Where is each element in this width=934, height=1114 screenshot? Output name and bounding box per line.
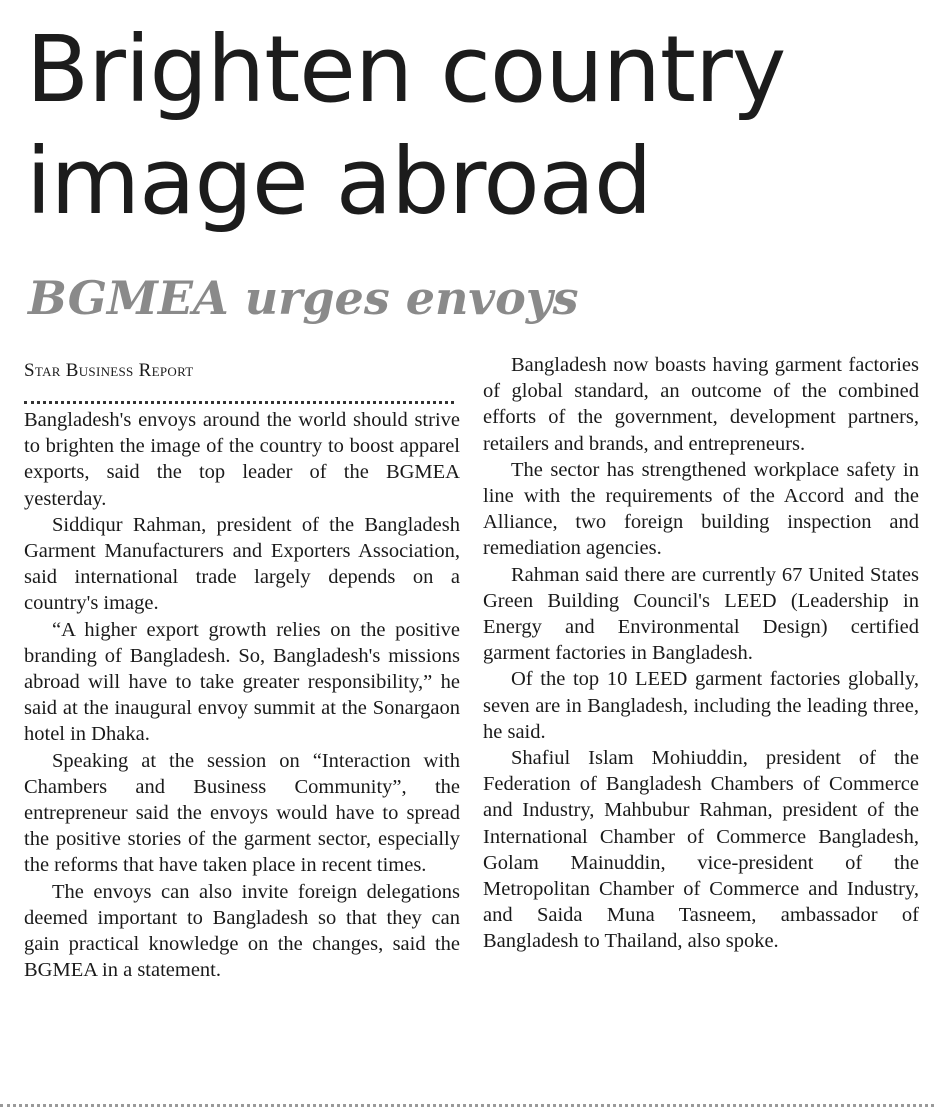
headline: Brighten country image abroad — [26, 16, 786, 235]
byline-divider — [24, 401, 454, 404]
paragraph: Rahman said there are currently 67 United States Green Building Council's LEED (Leadership in Energy and Environmental Design) certified garment factories in Bangladesh. — [483, 563, 919, 665]
paragraph: Bangladesh's envoys around the world should strive to brighten the image of the country to boost apparel exports, said the top leader of the BGMEA yesterday. — [24, 409, 460, 510]
paragraph: “A higher export growth relies on the positive branding of Bangladesh. So, Bangladesh's missions abroad will have to take greater responsibility,” he said at the inaugural envoy summit at the Sonargaon hotel in Dhaka. — [24, 618, 460, 746]
article-column-right — [483, 352, 919, 955]
paragraph: Bangladesh now boasts having garment factories of global standard, an outcome of the combined efforts of the government, development partners, retailers and brands, and entrepreneurs. — [483, 354, 919, 455]
subheadline: BGMEA urges envoys — [28, 271, 579, 325]
paragraph: Siddiqur Rahman, president of the Bangladesh Garment Manufacturers and Exporters Association, said international trade largely depends on a country's image. — [24, 513, 460, 615]
paragraph: The envoys can also invite foreign delegations deemed important to Bangladesh so that they can gain practical knowledge on the changes, said the BGMEA in a statement. — [24, 880, 460, 982]
byline: Star Business Report — [24, 360, 194, 381]
paragraph: Shafiul Islam Mohiuddin, president of the Federation of Bangladesh Chambers of Commerce and Industry, Mahbubur Rahman, president of the International Chamber of Commerce Bangladesh, Golam Mainuddin, vice-president of the Metropolitan Chamber of Commerce and Industry, and Saida Muna Tasneem, ambassador of Bangladesh to Thailand, also spoke. — [483, 747, 919, 953]
paragraph: Speaking at the session on “Interaction with Chambers and Business Community”, the entrepreneur said the envoys would have to spread the positive stories of the garment sector, especially the reforms that have taken place in recent times. — [24, 749, 460, 877]
bottom-divider — [0, 1104, 934, 1107]
paragraph: Of the top 10 LEED garment factories globally, seven are in Bangladesh, including the leading three, he said. — [483, 668, 919, 743]
paragraph: The sector has strengthened workplace safety in line with the requirements of the Accord and the Alliance, two foreign building inspection and remediation agencies. — [483, 458, 919, 560]
article-column-left — [24, 407, 460, 983]
